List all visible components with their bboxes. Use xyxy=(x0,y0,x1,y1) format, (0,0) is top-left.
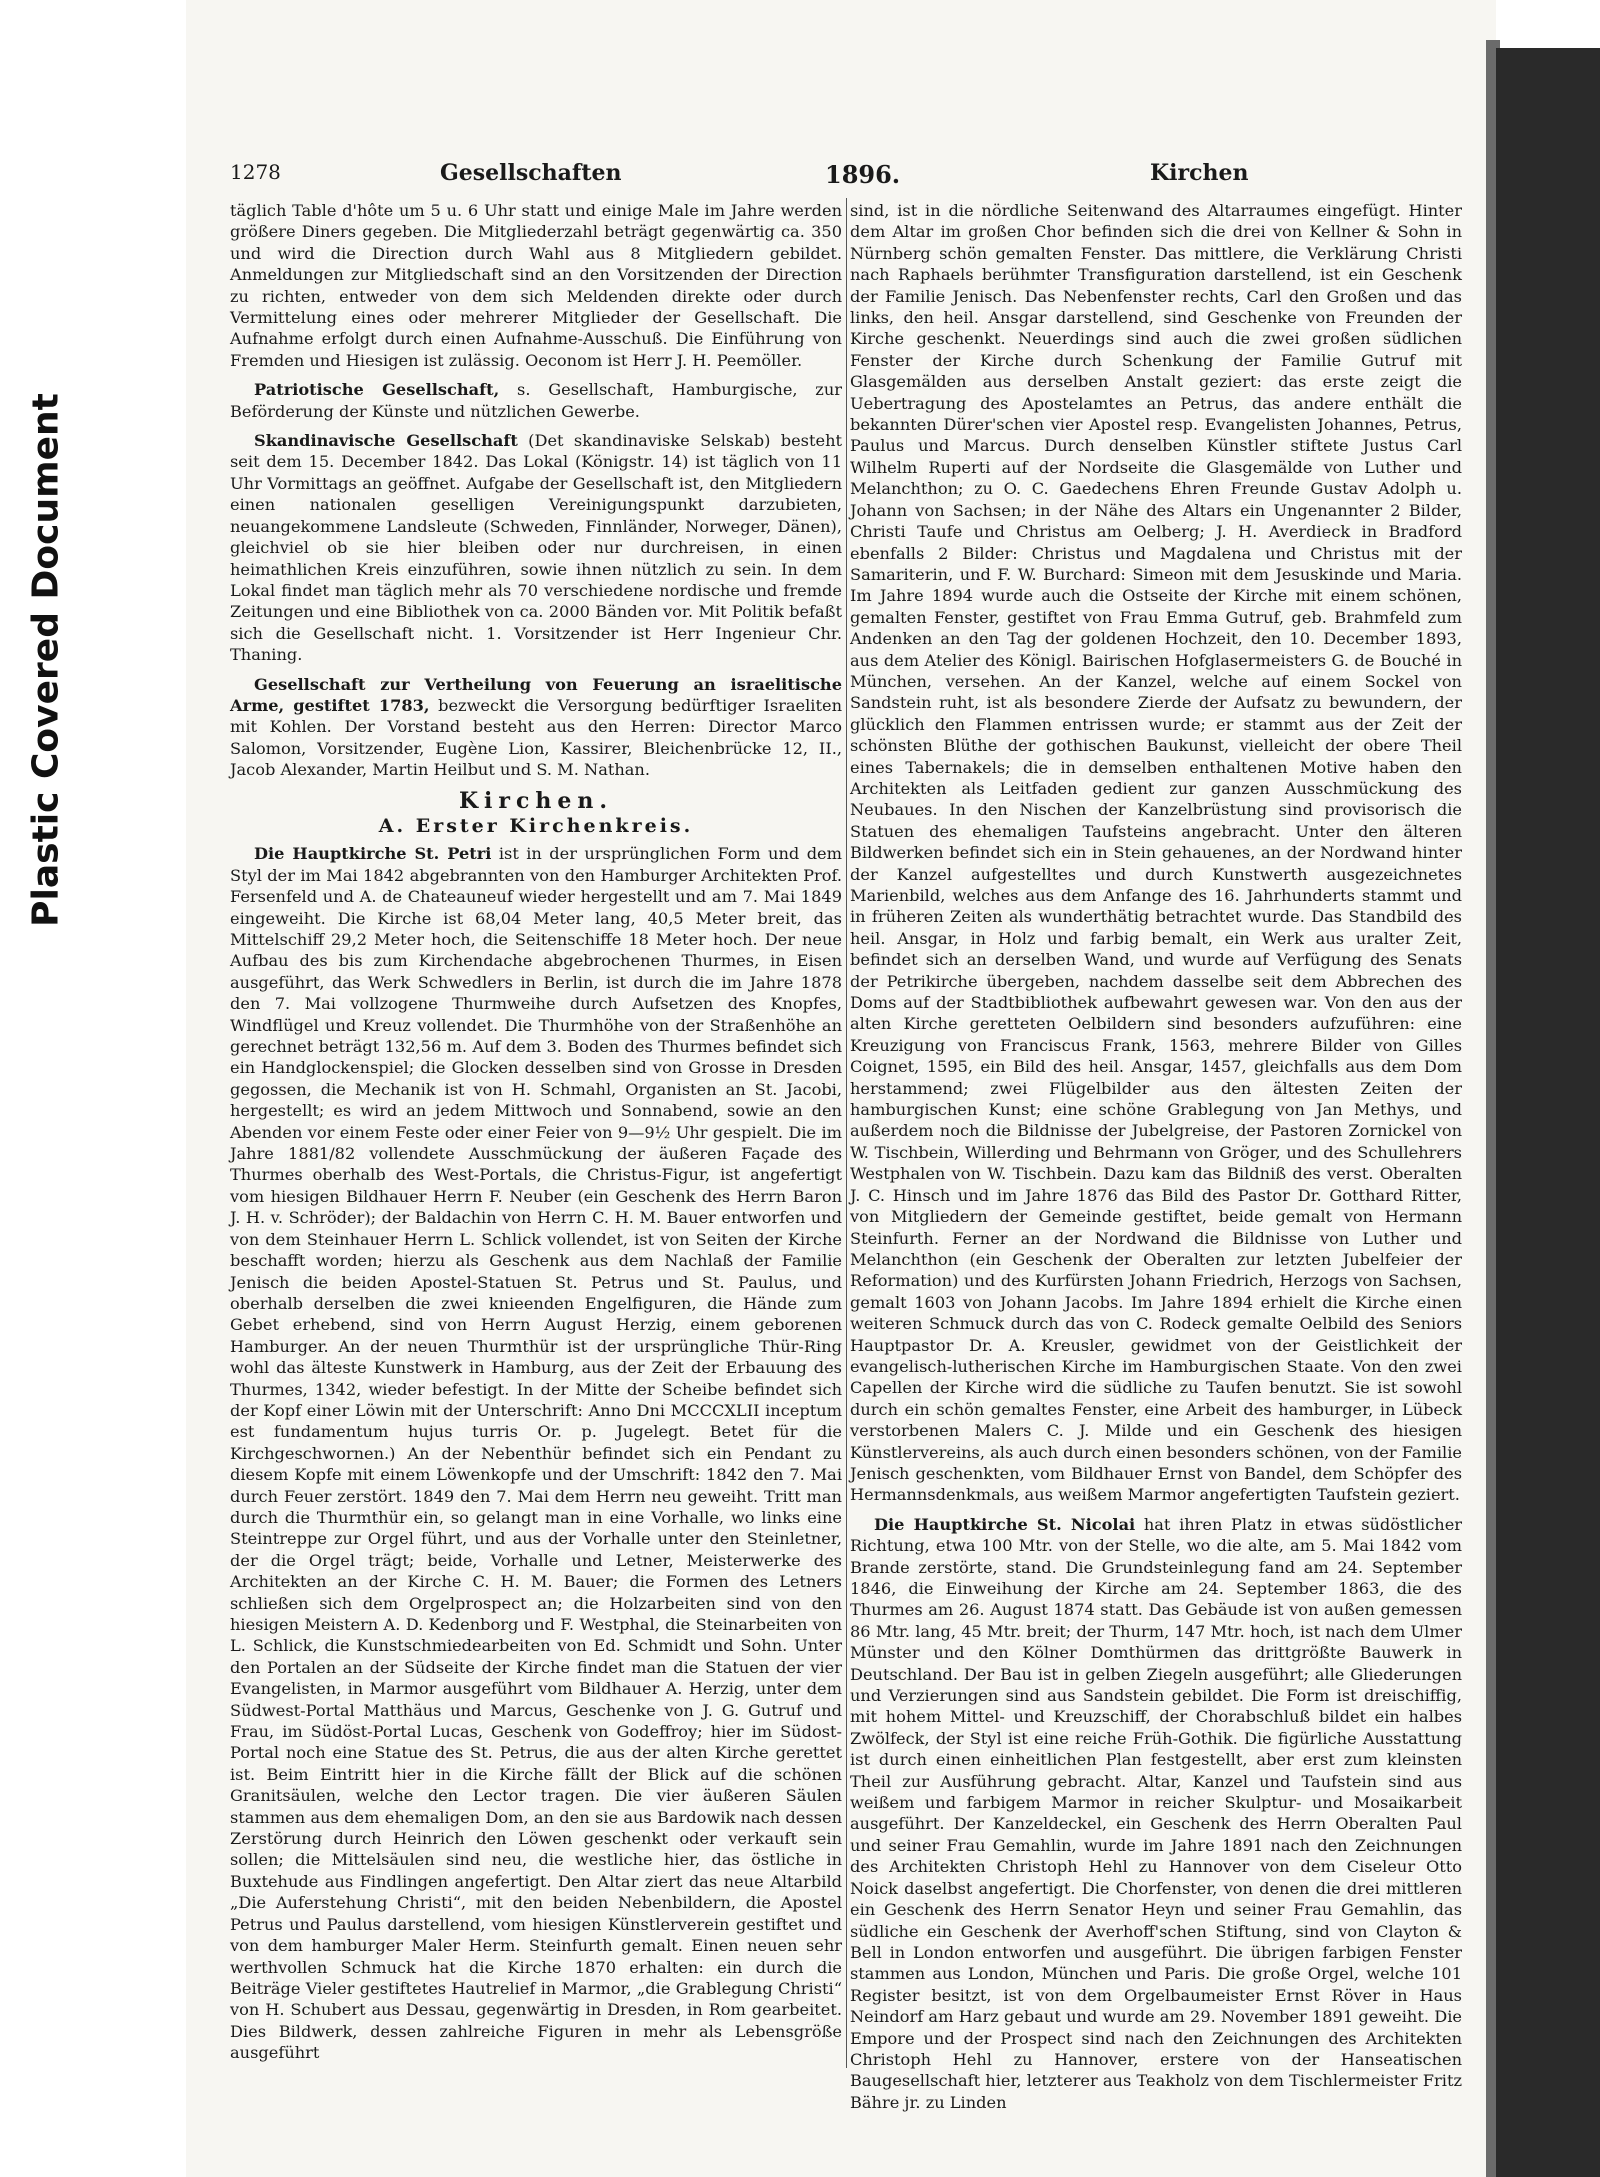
entry-title: Skandinavische Gesellschaft xyxy=(254,431,518,451)
side-label-strip xyxy=(0,380,92,940)
side-label: Plastic Covered Document xyxy=(25,393,67,927)
paragraph xyxy=(230,430,842,665)
running-title-right: Kirchen xyxy=(1150,160,1249,186)
left-column xyxy=(230,200,842,2072)
paragraph xyxy=(850,1514,1462,2113)
paragraph xyxy=(230,674,842,781)
book-edge-shadow xyxy=(1496,48,1600,2177)
entry-text: ist in der ursprünglichen Form und dem Styl der im Mai 1842 abgebrannten von den Hamburger Architekten Prof. Fersenfeld und A. de Chateauneuf wieder hergestellt und am 7. Mai 1849 eingeweiht. Die Kirche ist 68,04 Meter lang, 40,5 Meter breit, das Mittelschiff 29,2 Meter hoch, die Seitenschiffe 18 Meter hoch. Der neue Aufbau des bis zum Kirchendache abgebrochenen Thurmes, in Eisen ausgeführt, das Werk Schwedlers in Berlin, ist durch die im Jahre 1878 den 7. Mai vollzogene Thurmweihe durch Aufsetzen des Knopfes, Windflügel und Kreuz vollendet. Die Thurmhöhe von der Straßenhöhe an gerechnet beträgt 132,56 m. Auf dem 3. Boden des Thurmes befindet sich ein Handglockenspiel; die Glocken desselben sind von Grosse in Dresden gegossen, die Mechanik ist von H. Schmahl, Organisten an St. Jacobi, hergestellt; es wird an jedem Mittwoch und Sonnabend, sowie an den Abenden vor einem Feste oder einer Feier von 9—9½ Uhr gespielt. Die im Jahre 1881/82 vollendete Ausschmückung der äußeren Façade des Thurmes oberhalb des West-Portals, die Christus-Figur, ist angefertigt vom hiesigen Bildhauer Herrn F. Neuber (ein Geschenk des Herrn Baron J. H. v. Schröder); der Baldachin von Herrn C. H. M. Bauer entworfen und von dem Steinhauer Herrn L. Schlick vollendet, ist von Seiten der Kirche beschafft worden; hierzu als Geschenk aus dem Nachlaß der Familie Jenisch die beiden Apostel-Statuen St. Petrus und St. Paulus, und oberhalb derselben die zwei knieenden Engelfiguren, die Hände zum Gebet erhebend, sind von Herrn August Herzig, einem geborenen Hamburger. An der neuen Thurmthür ist der ursprüngliche Thür-Ring wohl das älteste Kunstwerk in Hamburg, aus der Zeit der Erbauung des Thurmes, 1342, wieder befestigt. In der Mitte der Scheibe befindet sich der Kopf einer Löwin mit der Unterschrift: Anno Dni MCCCXLII inceptum est fundamentum hujus turris Or. p. Jugelegt. Betet für die Kirchgeschwornen.) An der Nebenthür befindet sich ein Pendant zu diesem Kopfe mit einem Löwenkopfe und der Umschrift: 1842 den 7. Mai durch Feuer zerstört. 1849 den 7. Mai dem Herrn neu geweiht. Tritt man durch die Thurmthür ein, so gelangt man in eine Vorhalle, wo links eine Steintreppe zur Orgel führt, und aus der Vorhalle unter den Steinletner, der die Orgel trägt; beide, Vorhalle und Letner, Meisterwerke des Architekten an der Kirche C. H. M. Bauer; die Formen des Letners schließen sich dem Orgelprospect an; die Holzarbeiten sind von den hiesigen Meistern A. D. Kedenborg und F. Westphal, die Steinarbeiten von L. Schlick, die Kunstschmiedearbeiten von Ed. Schmidt und Sohn. Unter den Portalen an der Südseite der Kirche findet man die Statuen der vier Evangelisten, in Marmor ausgeführt vom Bildhauer A. Herzig, unter dem Südwest-Portal Matthäus und Marcus, Geschenke von J. G. Gutruf und Frau, im Südöst-Portal Lucas, Geschenk von Godeffroy; hier im Südost-Portal noch eine Statue des St. Petrus, die aus der alten Kirche gerettet ist. Beim Eintritt hier in die Kirche fällt der Blick auf die schönen Granitsäulen, welche den Lector tragen. Die vier äußeren Säulen stammen aus dem ehemaligen Dom, an den sie aus Bardowik nach dessen Zerstörung durch Heinrich den Löwen geschenkt oder verkauft sein sollen; die Mittelsäulen sind neu, die westliche hier, das östliche in Buxtehude aus Findlingen angefertigt. Den Altar ziert das neue Altarbild „Die Auferstehung Christi“, mit den beiden Nebenbildern, die Apostel Petrus und Paulus darstellend, vom hiesigen Künstlerverein gestiftet und von dem hamburger Maler Herm. Steinfurth gemalt. Einen neuen sehr werthvollen Schmuck hat die Kirche 1870 erhalten: ein durch die Beiträge Vieler gestiftetes Hautrelief in Marmor, „die Grablegung Christi“ von H. Schubert aus Dessau, gegenwärtig in Dresden, in Rom gearbeitet. Dies Bildwerk, dessen zahlreiche Figuren in mehr als Lebensgröße ausgeführt xyxy=(230,844,842,2063)
entry-text: hat ihren Platz in etwas südöstlicher Richtung, etwa 100 Mtr. von der Stelle, wo die alte, am 5. Mai 1842 vom Brande zerstörte, stand. Die Grundsteinlegung fand am 24. September 1846, die Einweihung der Kirche am 24. September 1863, die des Thurmes am 26. August 1874 statt. Das Gebäude ist von außen gemessen 86 Mtr. lang, 45 Mtr. breit; der Thurm, 147 Mtr. hoch, ist nach dem Ulmer Münster und den Kölner Domthürmen das drittgrößte Bauwerk in Deutschland. Der Bau ist in gelben Ziegeln ausgeführt; alle Gliederungen und Verzierungen sind aus Sandstein gebildet. Die Form ist dreischiffig, mit hohem Mittel- und Kreuzschiff, der Chorabschluß bildet ein halbes Zwölfeck, der Styl ist eine reiche Früh-Gothik. Die figürliche Ausstattung ist durch einen einheitlichen Plan festgestellt, aber erst zum kleinsten Theil zur Ausführung gebracht. Altar, Kanzel und Taufstein sind aus weißem und farbigem Marmor in reicher Skulptur- und Mosaikarbeit ausgeführt. Der Kanzeldeckel, ein Geschenk des Herrn Oberalten Paul und seiner Frau Gemahlin, wurde im Jahre 1891 nach den Zeichnungen des Architekten Christoph Hehl zu Hannover von dem Ciseleur Otto Noick daselbst angefertigt. Die Chorfenster, von denen die drei mittleren ein Geschenk des Herrn Senator Heyn und seiner Frau Gemahlin, das südliche ein Geschenk der Averhoff'schen Stiftung, sind von Clayton & Bell in London entworfen und ausgeführt. Die übrigen farbigen Fenster stammen aus London, München und Paris. Die große Orgel, welche 101 Register besitzt, ist von dem Orgelbaumeister Ernst Röver in Haus Neindorf am Harz gebaut und wurde am 29. November 1891 geweiht. Die Empore und der Prospect sind nach den Zeichnungen des Architekten Christoph Hehl zu Hannover, erstere von der Hanseatischen Baugesellschaft hier, letzterer aus Teakholz von dem Tischlermeister Fritz Bähre jr. zu Linden xyxy=(850,1514,1463,2112)
page-header xyxy=(230,160,1460,196)
subsection-heading: A. Erster Kirchenkreis. xyxy=(378,814,694,837)
paragraph: täglich Table d'hôte um 5 u. 6 Uhr statt und einige Male im Jahre werden größere Diners gegeben. Die Mitgliederzahl beträgt gegenwärtig ca. 350 und wird die Direction durch Wahl aus 8 Mitgliedern gebildet. Anmeldungen zur Mitgliedschaft sind an den Vorsitzenden der Direction zu richten, entweder von dem sich Meldenden direkte oder durch Vermittelung eines oder mehrerer Mitglieder der Gesellschaft. Die Aufnahme erfolgt durch einen Aufnahme-Ausschuß. Die Einführung von Fremden und Hiesigen ist zulässig. Oeconom ist Herr J. H. Peemöller. xyxy=(230,201,842,370)
page-number: 1278 xyxy=(230,160,281,184)
running-year: 1896. xyxy=(825,160,901,189)
running-title-left: Gesellschaften xyxy=(440,160,622,186)
column-divider xyxy=(846,198,847,2068)
entry-title: Gesellschaft zur Vertheilung von Feuerung an israelitische Arme, gestiftet 1783, xyxy=(230,674,842,715)
paragraph xyxy=(230,843,842,2063)
paragraph: sind, ist in die nördliche Seitenwand des Altarraumes eingefügt. Hinter dem Altar im großen Chor befinden sich die drei von Kellner & Sohn in Nürnberg schön gemalten Fenster. Das mittlere, die Verklärung Christi nach Raphaels berühmter Transfiguration darstellend, ist ein Geschenk der Familie Jenisch. Das Nebenfenster rechts, Carl den Großen und das links, den heil. Ansgar darstellend, sind Geschenke von Freunden der Kirche geschenkt. Neuerdings sind auch die zwei großen südlichen Fenster der Kirche durch Schenkung der Familie Gutruf mit Glasgemälden aus derselben Anstalt geziert: das erste zeigt die Uebertragung des Apostelamtes an Petrus, das andere enthält die bekannten Dürer'schen vier Apostel resp. Evangelisten Johannes, Petrus, Paulus und Marcus. Durch denselben Künstler stiftete Justus Carl Wilhelm Ruperti auf der Nordseite die Glasgemälde von Luther und Melanchthon; zu O. C. Gaedechens Ehren Freunde Gustav Adolph u. Johann von Sachsen; in der Nähe des Altars ein Ungenannter 2 Bilder, Christi Taufe und Christus am Oelberg; J. H. Averdieck in Bradford ebenfalls 2 Bilder: Christus und Magdalena und Christus mit der Samariterin, und F. W. Burchard: Simeon mit dem Jesuskinde und Maria. Im Jahre 1894 wurde auch die Ostseite der Kirche mit einem schönen, gemalten Fenster, gestiftet von Frau Emma Gutruf, geb. Brahmfeld zum Andenken an den Tag der goldenen Hochzeit, den 10. December 1893, aus dem Atelier des Königl. Bairischen Hofglasermeisters G. de Bouché in München, versehen. An der Kanzel, welche auf einem Sockel von Sandstein ruht, ist als besondere Zierde der Aufsatz zu bewundern, der glücklich den Flammen entrissen wurde; er stammt aus der Zeit der schönsten Blüthe der gothischen Baukunst, vielleicht der obere Theil eines Tabernakels; die in demselben enthaltenen Motive haben den Architekten als Leitfaden gedient zur ganzen Ausschmückung des Neubaues. In den Nischen der Kanzelbrüstung sind provisorisch die Statuen des ehemaligen Taufsteins angebracht. Unter den älteren Bildwerken befindet sich ein in Stein gehauenes, an der Nordwand hinter der Kanzel aufgestelltes und durch Kunstwerth ausgezeichnetes Marienbild, welches aus dem Anfange des 16. Jahrhunderts stammt und in früheren Zeiten als wunderthätig betrachtet wurde. Das Standbild des heil. Ansgar, in Holz und farbig bemalt, ein Werk aus uralter Zeit, befindet sich an derselben Wand, und wurde auf Verfügung des Senats der Petrikirche übergeben, nachdem dasselbe seit dem Abbrechen des Doms auf der Stadtbibliothek aufbewahrt gewesen war. Von den aus der alten Kirche geretteten Oelbildern sind besonders aufzuführen: eine Kreuzigung von Franciscus Frank, 1563, mehrere Bilder von Gilles Coignet, 1595, ein Bild des heil. Ansgar, 1457, gleichfalls aus dem Dom herstammend; zwei Flügelbilder aus den ältesten Zeiten der hamburgischen Kunst; eine schöne Grablegung von Jan Methys, und außerdem noch die Bildnisse der Jubelgreise, der Pastoren Zornickel von W. Tischbein, Willerding und Behrmann von Gröger, und des Schullehrers Westphalen von W. Tischbein. Dazu kam das Bildniß des verst. Oberalten J. C. Hinsch und im Jahre 1876 das Bild des Pastor Dr. Gotthard Ritter, von Mitgliedern der Gemeinde gestiftet, beide gemalt von Hermann Steinfurth. Ferner an der Nordwand die Bildnisse von Luther und Melanchthon (ein Geschenk der Oberalten zur letzten Jubelfeier der Reformation) und des Kurfürsten Johann Friedrich, Herzogs von Sachsen, gemalt 1603 von Johann Jacobs. Im Jahre 1894 erhielt die Kirche einen weiteren Schmuck durch das von C. Rodeck gemalte Oelbild des Seniors Hauptpastor Dr. A. Kreusler, gewidmet von der Geistlichkeit der evangelisch-lutherischen Kirche im Hamburgischen Staate. Von den zwei Capellen der Kirche wird die südliche zu Taufen benutzt. Sie ist sowohl durch ein schön gemaltes Fenster, eine Arbeit des hamburger, in Lübeck verstorbenen Malers C. J. Milde und ein Geschenk des hiesigen Künstlervereins, als auch durch einen besonders schönen, von der Familie Jenisch geschenkten, vom Bildhauer Ernst von Bandel, dem Schöpfer des Hermannsdenkmals, aus weißem Marmor angefertigten Taufstein geziert. xyxy=(850,201,1462,1505)
entry-text: (Det skandinaviske Selskab) besteht seit dem 15. December 1842. Das Lokal (Königstr. 14) ist täglich von 11 Uhr Vormittags an geöffnet. Aufgabe der Gesellschaft ist, den Mitgliedern einen nationalen geselligen Vereinigungspunkt darzubieten, neuangekommene Landsleute (Schweden, Finnländer, Norweger, Dänen), gleichviel ob sie hier bleiben oder nur durchreisen, in einen heimathlichen Kreis einzuführen, sowie ihnen nützlich zu sein. In dem Lokal findet man täglich mehr als 70 verschiedene nordische und fremde Zeitungen und eine Bibliothek von ca. 2000 Bänden vor. Mit Politik befaßt sich die Gesellschaft nicht. 1. Vorsitzender ist Herr Ingenieur Chr. Thaning. xyxy=(230,431,842,665)
entry-text: s. Gesellschaft, Hamburgische, zur Beförderung der Künste und nützlichen Gewerbe. xyxy=(230,380,843,421)
entry-title: Die Hauptkirche St. Nicolai xyxy=(874,1514,1136,1534)
right-column xyxy=(850,200,1462,2121)
entry-title: Die Hauptkirche St. Petri xyxy=(254,844,492,864)
entry-title: Patriotische Gesellschaft, xyxy=(254,380,500,400)
paragraph xyxy=(230,379,842,422)
section-heading: Kirchen. xyxy=(458,787,614,814)
entry-text: bezweckt die Versorgung bedürftiger Israeliten mit Kohlen. Der Vorstand besteht aus den Herren: Director Marco Salomon, Vorsitzender, Eugène Lion, Kassirer, Bleichenbrücke 12, II., Jacob Alexander, Martin Heilbut und S. M. Nathan. xyxy=(230,695,842,780)
